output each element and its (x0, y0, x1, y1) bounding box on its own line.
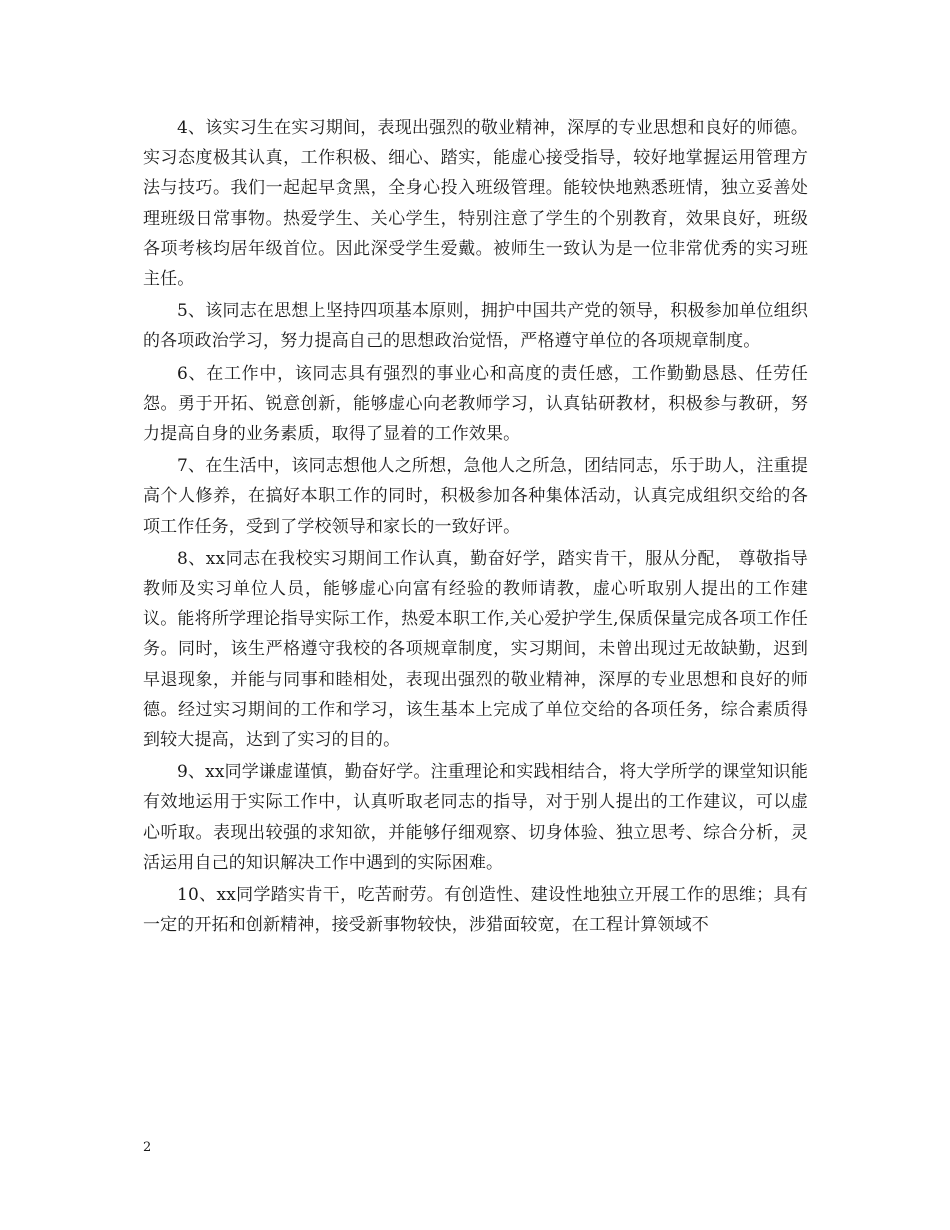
paragraph-item-9: 9、xx同学谦虚谨慎，勤奋好学。注重理论和实践相结合，将大学所学的课堂知识能有效地运用于实际工作中，认真听取老同志的指导，对于别人提出的工作建议，可以虚心听取。表现出较强的求知欲，并能够仔细观察、切身体验、独立思考、综合分析，灵活运用自己的知识解决工作中遇到的实际困难。 (143, 762, 808, 873)
page-number: 2 (143, 1140, 152, 1155)
document-body (143, 113, 808, 942)
paragraph-item-8: 8、xx同志在我校实习期间工作认真，勤奋好学，踏实肯干，服从分配， 尊敬指导教师及实习单位人员，能够虚心向富有经验的教师请教，虚心听取别人提出的工作建议。能将所学理论指导实际工作，热爱本职工作,关心爱护学生,保质保量完成各项工作任务。同时，该生严格遵守我校的各项规章制度，实习期间，未曾出现过无故缺勤，迟到早退现象，并能与同事和睦相处，表现出强烈的敬业精神，深厚的专业思想和良好的师德。经过实习期间的工作和学习，该生基本上完成了单位交给的各项任务，综合素质得到较大提高，达到了实习的目的。 (143, 548, 808, 751)
paragraph-item-4: 4、该实习生在实习期间，表现出强烈的敬业精神，深厚的专业思想和良好的师德。实习态度极其认真，工作积极、细心、踏实，能虚心接受指导，较好地掌握运用管理方法与技巧。我们一起起早贪黑，全身心投入班级管理。能较快地熟悉班情，独立妥善处理班级日常事物。热爱学生、关心学生，特别注意了学生的个别教育，效果良好，班级各项考核均居年级首位。因此深受学生爱戴。被师生一致认为是一位非常优秀的实习班主任。 (143, 118, 808, 290)
paragraph-item-6: 6、在工作中，该同志具有强烈的事业心和高度的责任感，工作勤勤恳恳、任劳任怨。勇于开拓、锐意创新，能够虚心向老教师学习，认真钻研教材，积极参与教研，努力提高自身的业务素质，取得了显着的工作效果。 (143, 363, 808, 445)
paragraph-item-10: 10、xx同学踏实肯干，吃苦耐劳。有创造性、建设性地独立开展工作的思维；具有一定的开拓和创新精神，接受新事物较快，涉猎面较宽，在工程计算领域不 (143, 885, 808, 936)
paragraph-item-7: 7、在生活中，该同志想他人之所想，急他人之所急，团结同志，乐于助人，注重提高个人修养，在搞好本职工作的同时，积极参加各种集体活动，认真完成组织交给的各项工作任务，受到了学校领导和家长的一致好评。 (143, 456, 808, 537)
paragraph-item-5: 5、该同志在思想上坚持四项基本原则，拥护中国共产党的领导，积极参加单位组织的各项政治学习，努力提高自己的思想政治觉悟，严格遵守单位的各项规章制度。 (143, 301, 808, 352)
